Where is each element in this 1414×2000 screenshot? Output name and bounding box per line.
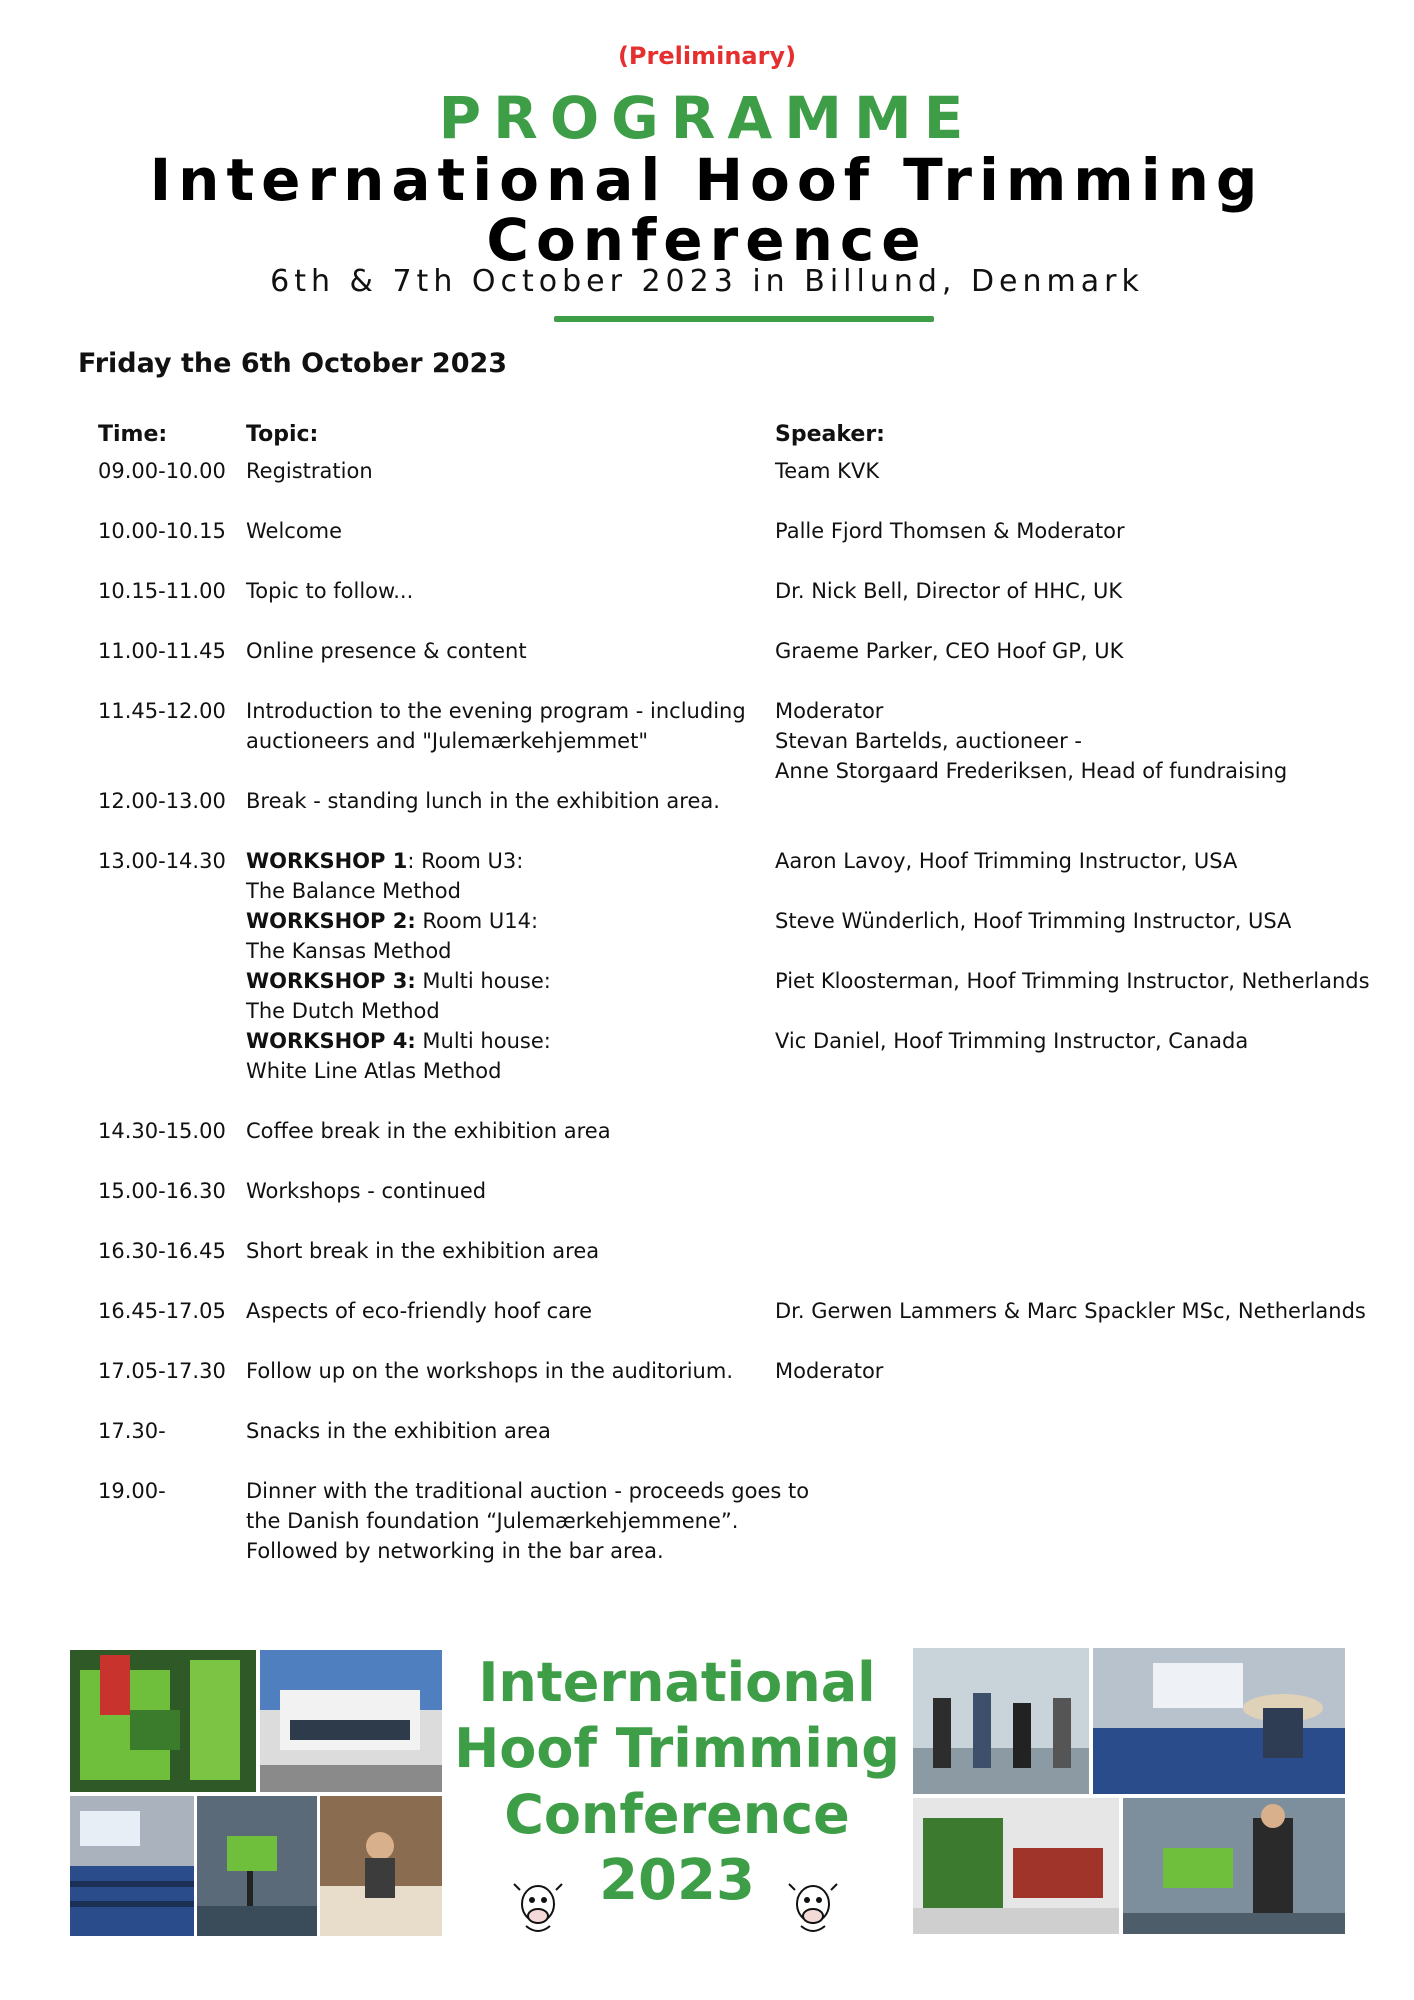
schedule-row (98, 1296, 1388, 1326)
hoof-trimming-stand-photo (197, 1796, 317, 1936)
row-speaker (775, 576, 1395, 606)
workshop-speaker-gap (775, 996, 1395, 1026)
row-time: 11.00-11.45 (98, 639, 226, 663)
topic-line: Registration (246, 459, 373, 483)
workshop-location: : Room U3: (407, 849, 524, 873)
speaker-line: Dr. Gerwen Lammers & Marc Spackler MSc, Netherlands (775, 1299, 1366, 1323)
row-speaker (775, 516, 1395, 546)
row-time: 14.30-15.00 (98, 1119, 226, 1143)
conference-title-line1: International Hoof Trimming (149, 146, 1265, 214)
workshop-label: WORKSHOP 1 (246, 849, 408, 873)
topic-line: auctioneers and "Julemærkehjemmet" (246, 729, 648, 753)
row-topic (246, 516, 766, 546)
speaker-column-header: Speaker: (775, 422, 885, 447)
topic-line: the Danish foundation “Julemærkehjemmene”. (246, 1509, 739, 1533)
topic-line: Follow up on the workshops in the auditorium. (246, 1359, 733, 1383)
topic-line: Online presence & content (246, 639, 527, 663)
title-divider (554, 316, 934, 322)
workshop-speaker: Vic Daniel, Hoof Trimming Instructor, Canada (775, 1029, 1249, 1053)
speaker-line: Moderator (775, 699, 884, 723)
topic-line: Topic to follow... (246, 579, 414, 603)
workshop-label: WORKSHOP 2: (246, 909, 416, 933)
workshop-label: WORKSHOP 4: (246, 1029, 416, 1053)
schedule-row (98, 1416, 1388, 1446)
conference-room-photo (1093, 1648, 1345, 1794)
cow-mascot-icon (787, 1876, 839, 1936)
workshop-location: Room U14: (415, 909, 539, 933)
schedule-table (98, 420, 1388, 1596)
speaker-line: Dr. Nick Bell, Director of HHC, UK (775, 579, 1123, 603)
time-column-header: Time: (98, 422, 168, 447)
workshop-method: The Kansas Method (246, 939, 452, 963)
schedule-row (98, 786, 1388, 816)
photo-collage-left (70, 1650, 442, 1936)
speaker-line: Anne Storgaard Frederiksen, Head of fundraising (775, 759, 1288, 783)
workshop-method: The Dutch Method (246, 999, 440, 1023)
workshop-heading (246, 846, 766, 876)
speaker-line: Graeme Parker, CEO Hoof GP, UK (775, 639, 1124, 663)
row-time: 16.30-16.45 (98, 1239, 226, 1263)
topic-line: Introduction to the evening program - including (246, 699, 746, 723)
schedule-rows-afternoon (98, 1116, 1388, 1566)
schedule-row (98, 1356, 1388, 1386)
row-time: 09.00-10.00 (98, 459, 226, 483)
auditorium-photo (70, 1796, 194, 1936)
workshop-block (98, 846, 1388, 1086)
topic-line: Break - standing lunch in the exhibition area. (246, 789, 720, 813)
row-time: 11.45-12.00 (98, 699, 226, 723)
brand-line-2: Hoof Trimming (454, 1717, 900, 1780)
cow-mascot-icon (512, 1876, 564, 1936)
preliminary-label: (Preliminary) (617, 42, 797, 70)
dining-hall-photo (320, 1796, 442, 1936)
speaker-line: Palle Fjord Thomsen & Moderator (775, 519, 1125, 543)
workshop-method: The Balance Method (246, 879, 461, 903)
conference-title-line2: Conference (486, 206, 928, 274)
row-speaker (775, 456, 1395, 486)
schedule-row (98, 1236, 1388, 1266)
topic-line: Followed by networking in the bar area. (246, 1539, 664, 1563)
speaker-line: Team KVK (775, 459, 880, 483)
row-time: 16.45-17.05 (98, 1299, 226, 1323)
workshop-location: Multi house: (415, 969, 551, 993)
workshop-topics (246, 846, 766, 1086)
row-time: 17.05-17.30 (98, 1359, 226, 1383)
row-time: 12.00-13.00 (98, 789, 226, 813)
day-heading: Friday the 6th October 2023 (78, 348, 508, 379)
machinery-display-photo (913, 1798, 1119, 1934)
topic-line: Dinner with the traditional auction - proceeds goes to (246, 1479, 810, 1503)
row-speaker (775, 1356, 1395, 1386)
row-time: 10.15-11.00 (98, 579, 226, 603)
schedule-row (98, 696, 1388, 783)
row-topic (246, 456, 766, 486)
row-topic (246, 576, 766, 606)
speaker-line: Moderator (775, 1359, 884, 1383)
row-time: 19.00- (98, 1479, 166, 1503)
workshop-heading (246, 1026, 766, 1056)
programme-title: PROGRAMME (438, 84, 976, 152)
topic-line: Snacks in the exhibition area (246, 1419, 551, 1443)
row-topic (246, 1416, 766, 1446)
row-time: 10.00-10.15 (98, 519, 226, 543)
workshop-speaker-gap (775, 1056, 1395, 1086)
topic-line: Coffee break in the exhibition area (246, 1119, 611, 1143)
row-speaker (775, 1296, 1395, 1326)
row-speaker (775, 636, 1395, 666)
workshop-location: Multi house: (415, 1029, 551, 1053)
row-topic (246, 1116, 766, 1146)
workshop-heading (246, 906, 766, 936)
row-topic (246, 636, 766, 666)
row-topic (246, 786, 766, 816)
topic-line: Workshops - continued (246, 1179, 487, 1203)
row-topic (246, 1236, 766, 1266)
row-time: 17.30- (98, 1419, 166, 1443)
schedule-row (98, 456, 1388, 486)
kvk-machine-photo (70, 1650, 256, 1792)
row-topic (246, 1356, 766, 1386)
workshop-heading (246, 966, 766, 996)
schedule-row (98, 1176, 1388, 1206)
row-time: 15.00-16.30 (98, 1179, 226, 1203)
workshop-speaker: Piet Kloosterman, Hoof Trimming Instructor, Netherlands (775, 969, 1370, 993)
row-topic (246, 1296, 766, 1326)
topic-line: Welcome (246, 519, 343, 543)
schedule-row (98, 1476, 1388, 1566)
schedule-row (98, 516, 1388, 546)
row-topic (246, 1476, 810, 1566)
topic-line: Short break in the exhibition area (246, 1239, 600, 1263)
workshop-speaker: Steve Wünderlich, Hoof Trimming Instructor, USA (775, 909, 1292, 933)
date-location-line: 6th & 7th October 2023 in Billund, Denmark (270, 264, 1144, 299)
exhibition-crowd-photo (913, 1648, 1089, 1794)
brand-line-3: Conference (504, 1783, 850, 1846)
brand-year: 2023 (599, 1848, 755, 1913)
schedule-rows-morning (98, 456, 1388, 816)
workshop-speakers (775, 846, 1395, 1086)
topic-column-header: Topic: (246, 422, 319, 447)
workshop-demo-photo (1123, 1798, 1345, 1934)
workshop-speaker-gap (775, 876, 1395, 906)
schedule-row (98, 576, 1388, 606)
topic-line: Aspects of eco-friendly hoof care (246, 1299, 593, 1323)
row-speaker (775, 696, 1395, 786)
workshop-label: WORKSHOP 3: (246, 969, 416, 993)
footer-brand-wordmark (452, 1650, 902, 1914)
workshop-time: 13.00-14.30 (98, 849, 226, 873)
workshop-method: White Line Atlas Method (246, 1059, 502, 1083)
venue-building-photo (260, 1650, 442, 1792)
photo-collage-right (913, 1648, 1345, 1934)
workshop-speaker-gap (775, 936, 1395, 966)
row-topic (246, 696, 766, 756)
speaker-line: Stevan Bartelds, auctioneer - (775, 729, 1082, 753)
brand-line-1: International (478, 1651, 876, 1714)
row-topic (246, 1176, 766, 1206)
schedule-row (98, 1116, 1388, 1146)
schedule-row (98, 636, 1388, 666)
workshop-speaker: Aaron Lavoy, Hoof Trimming Instructor, USA (775, 849, 1238, 873)
schedule-header-row (98, 420, 1388, 456)
